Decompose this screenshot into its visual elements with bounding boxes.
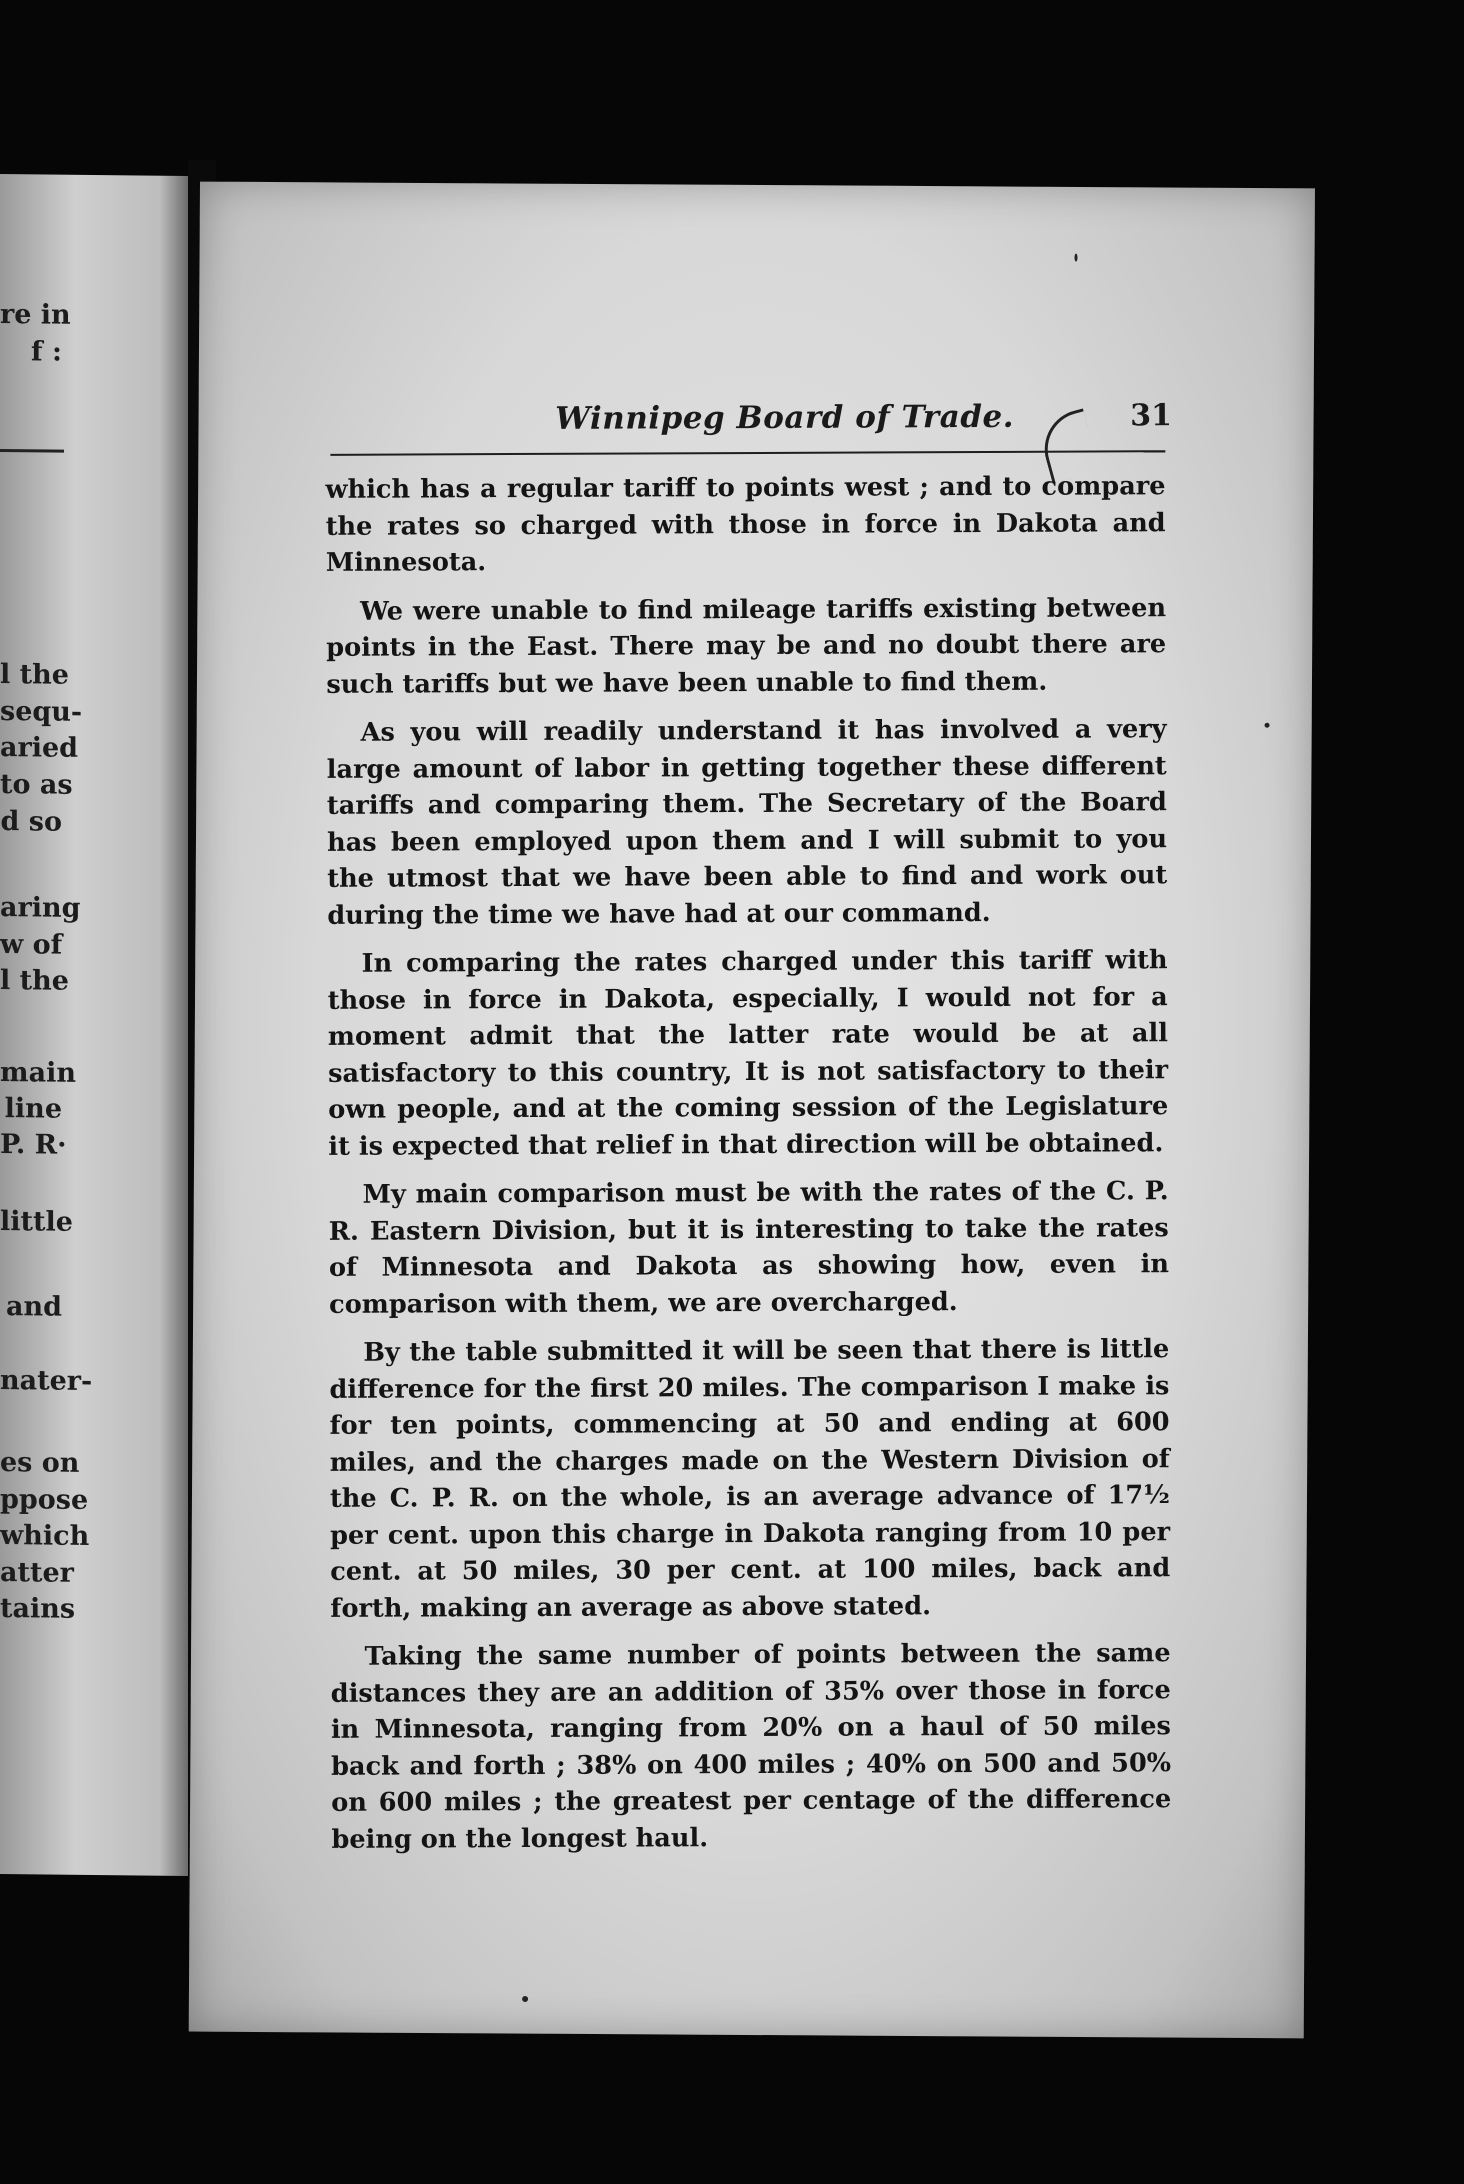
header-rule — [330, 450, 1165, 456]
previous-page-line: es on — [0, 1447, 80, 1479]
previous-page-rule — [0, 449, 64, 453]
previous-page-line: re in — [0, 299, 71, 331]
ink-speck — [1265, 723, 1270, 728]
paragraph-3: As you will readily understand it has involved a very large amount of labor in getting together these different tariffs and comparing them. The Secretary of the Board has been employed upon them and I will submit to you the utmost that we have been able to find and work out during the time we have had at our command. — [326, 714, 1168, 931]
page-number: 31 — [1130, 398, 1173, 434]
ink-speck — [522, 1996, 528, 2002]
paragraph-4: In comparing the rates charged under this tariff with those in force in Dakota, especially, I would not for a moment admit that the latter rate would be at all satisfactory to this country, It is not satisfactory to their own people, and at the coming session of the Legislature it is expected that relief in that direction will be obtained. — [327, 945, 1169, 1162]
previous-page-line: d so — [0, 806, 62, 838]
previous-page-line: and — [5, 1291, 62, 1323]
ink-speck — [1074, 254, 1077, 262]
previous-page-line: nater- — [0, 1365, 93, 1397]
previous-page-line: w of — [0, 929, 63, 961]
previous-page-line: f : — [31, 336, 62, 368]
paragraph-5: My main comparison must be with the rates of the C. P. R. Eastern Division, but it is interesting to take the rates of Minnesota and Dakota as showing how, even in comparison with them, we are overcharged. — [328, 1176, 1169, 1320]
paragraph-6: By the table submitted it will be seen that there is little difference for the first 20 miles. The comparison I make is for ten points, commencing at 50 and ending at 600 miles, and the charges made on the Western Division of the C. P. R. on the whole, is an average advance of 17½ per cent. upon this charge in Dakota ranging from 10 per cent. at 50 miles, 30 per cent. at 100 miles, back and forth, making an average as above stated. — [329, 1334, 1171, 1624]
body-text — [325, 468, 1171, 1870]
previous-page-line: main — [0, 1057, 76, 1089]
paragraph-7: Taking the same number of points between the same distances they are an addition of 35% over those in force in Minnesota, ranging from 20% on a haul of 50 miles back and forth ; 38% on 400 miles ; 40% on 500 and 50% on 600 miles ; the greatest per centage of the difference being on the longest haul. — [330, 1638, 1172, 1855]
previous-page-line: l the — [0, 659, 69, 691]
book-page — [189, 182, 1315, 2039]
page-content — [194, 183, 1317, 2038]
previous-page-line: ppose — [0, 1484, 89, 1516]
previous-page-line: line — [4, 1093, 62, 1125]
previous-page-line: l the — [0, 965, 69, 997]
previous-page-line: to as — [0, 769, 73, 801]
running-head: Winnipeg Board of Trade. — [555, 398, 1015, 437]
previous-page-line: which — [0, 1520, 90, 1552]
paragraph-1: which has a regular tariff to points west ; and to compare the rates so charged with those in force in Dakota and Minnesota. — [325, 471, 1166, 578]
previous-page-line: sequ- — [0, 696, 83, 728]
previous-page-line: little — [0, 1206, 73, 1238]
previous-page-line: aried — [0, 732, 79, 764]
previous-page-line: aring — [0, 892, 81, 924]
paragraph-2: We were unable to find mileage tariffs existing between points in the East. There may be and no doubt there are such tariffs but we have been unable to find them. — [326, 592, 1167, 700]
previous-page-line: tains — [0, 1593, 76, 1625]
previous-page-line: atter — [0, 1557, 74, 1589]
previous-page-fragment — [0, 174, 188, 1876]
previous-page-line: P. R· — [0, 1129, 67, 1161]
